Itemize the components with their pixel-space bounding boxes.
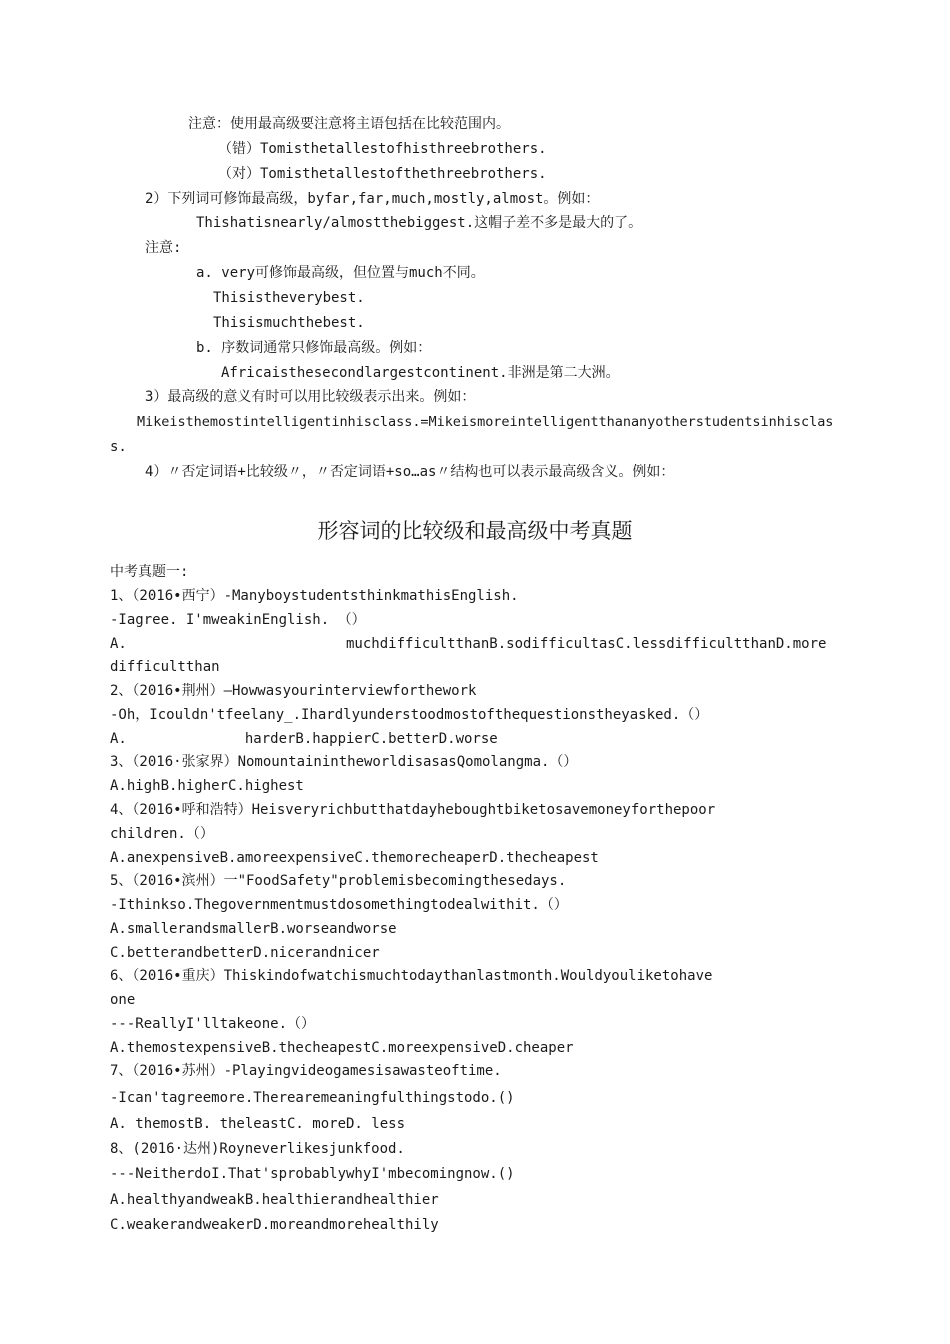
note-line: b. 序数词通常只修饰最高级。例如： bbox=[196, 340, 432, 356]
note-line: Thisismuchthebest. bbox=[213, 315, 365, 331]
section-title: 形容词的比较级和最高级中考真题 bbox=[317, 519, 633, 543]
exam-line: -Oh，Icouldn'tfeelany_.Ihardlyunderstoodmostofthequestionstheyasked.（） bbox=[110, 707, 709, 723]
note-line: 2）下列词可修饰最高级，byfar,far,much,mostly,almost。例如： bbox=[145, 191, 600, 207]
note-line: 3）最高级的意义有时可以用比较级表示出来。例如： bbox=[145, 389, 476, 405]
note-line: （对）Tomisthetallestofthethreebrothers. bbox=[218, 166, 547, 182]
exam-line: 7、（2016•苏州）-Playingvideogamesisawasteoftime. bbox=[110, 1063, 502, 1079]
note-line: Thisistheverybest. bbox=[213, 290, 365, 306]
exam-line: difficultthan bbox=[110, 659, 220, 675]
exam-line: 中考真题一: bbox=[110, 564, 189, 580]
exam-line: ---ReallyI'lltakeone.（） bbox=[110, 1016, 316, 1032]
exam-line: 4、（2016•呼和浩特）Heisveryrichbutthatdayheboughtbiketosavemoneyforthepoor bbox=[110, 802, 716, 818]
exam-line: A.smallerandsmallerB.worseandworse bbox=[110, 921, 397, 937]
exam-line: 8、(2016·达州)Royneverlikesjunkfood. bbox=[110, 1141, 405, 1157]
exam-line: 5、（2016•滨州）一"FoodSafety"problemisbecomingthesedays. bbox=[110, 873, 567, 889]
note-line: 注意：使用最高级要注意将主语包括在比较范围内。 bbox=[188, 116, 510, 132]
exam-line: one bbox=[110, 992, 136, 1008]
note-line: Africaisthesecondlargestcontinent.非洲是第二大洲。 bbox=[221, 365, 620, 381]
exam-line: A.themostexpensiveB.thecheapestC.moreexpensiveD.cheaper bbox=[110, 1040, 574, 1056]
exam-line: children.（） bbox=[110, 826, 214, 842]
exam-line: C.weakerandweakerD.moreandmorehealthily bbox=[110, 1217, 439, 1233]
note-line: 注意: bbox=[145, 240, 182, 256]
exam-line: A.anexpensiveB.amoreexpensiveC.themorecheaperD.thecheapest bbox=[110, 850, 599, 866]
exam-line: 1、（2016•西宁）-ManyboystudentsthinkmathisEnglish. bbox=[110, 588, 519, 604]
exam-line: 2、（2016•荆州）—Howwasyourinterviewforthework bbox=[110, 683, 477, 699]
exam-line: A. harderB.happierC.betterD.worse bbox=[110, 731, 498, 747]
exam-line: A. themostB. theleastC. moreD. less bbox=[110, 1116, 406, 1132]
note-line: 4）〃否定词语+比较级〃，〃否定词语+so…as〃结构也可以表示最高级含义。例如： bbox=[145, 464, 675, 480]
note-line: Mikeisthemostintelligentinhisclass.=Mikeismoreintelligentthananyotherstudentsinhisclas bbox=[137, 414, 834, 430]
exam-line: -Ithinkso.Thegovernmentmustdosomethingtodealwithit.（） bbox=[110, 897, 568, 913]
exam-line: 6、（2016•重庆）Thiskindofwatchismuchtodaythanlastmonth.Wouldyouliketohave bbox=[110, 968, 713, 984]
note-line: s. bbox=[110, 439, 127, 455]
exam-line: ---NeitherdoI.That'sprobablywhyI'mbecomingnow.() bbox=[110, 1166, 515, 1182]
note-line: Thishatisnearly/almostthebiggest.这帽子差不多是最大的了。 bbox=[196, 215, 643, 231]
note-line: （错）Tomisthetallestofhisthreebrothers. bbox=[218, 141, 547, 157]
exam-line: A.highB.higherC.highest bbox=[110, 778, 304, 794]
note-line: a. very可修饰最高级，但位置与much不同。 bbox=[196, 265, 485, 281]
exam-line: 3、（2016·张家界）NomountainintheworldisasasQomolangma.（） bbox=[110, 754, 578, 770]
exam-line: C.betterandbetterD.nicerandnicer bbox=[110, 945, 380, 961]
exam-line: -Ican'tagreemore.Therearemeaningfulthingstodo.() bbox=[110, 1090, 515, 1106]
exam-line: A. muchdifficultthanB.sodifficultasC.lessdifficultthanD.more bbox=[110, 636, 827, 652]
exam-line: -Iagree. I'mweakinEnglish. （） bbox=[110, 612, 366, 628]
exam-line: A.healthyandweakB.healthierandhealthier bbox=[110, 1192, 439, 1208]
